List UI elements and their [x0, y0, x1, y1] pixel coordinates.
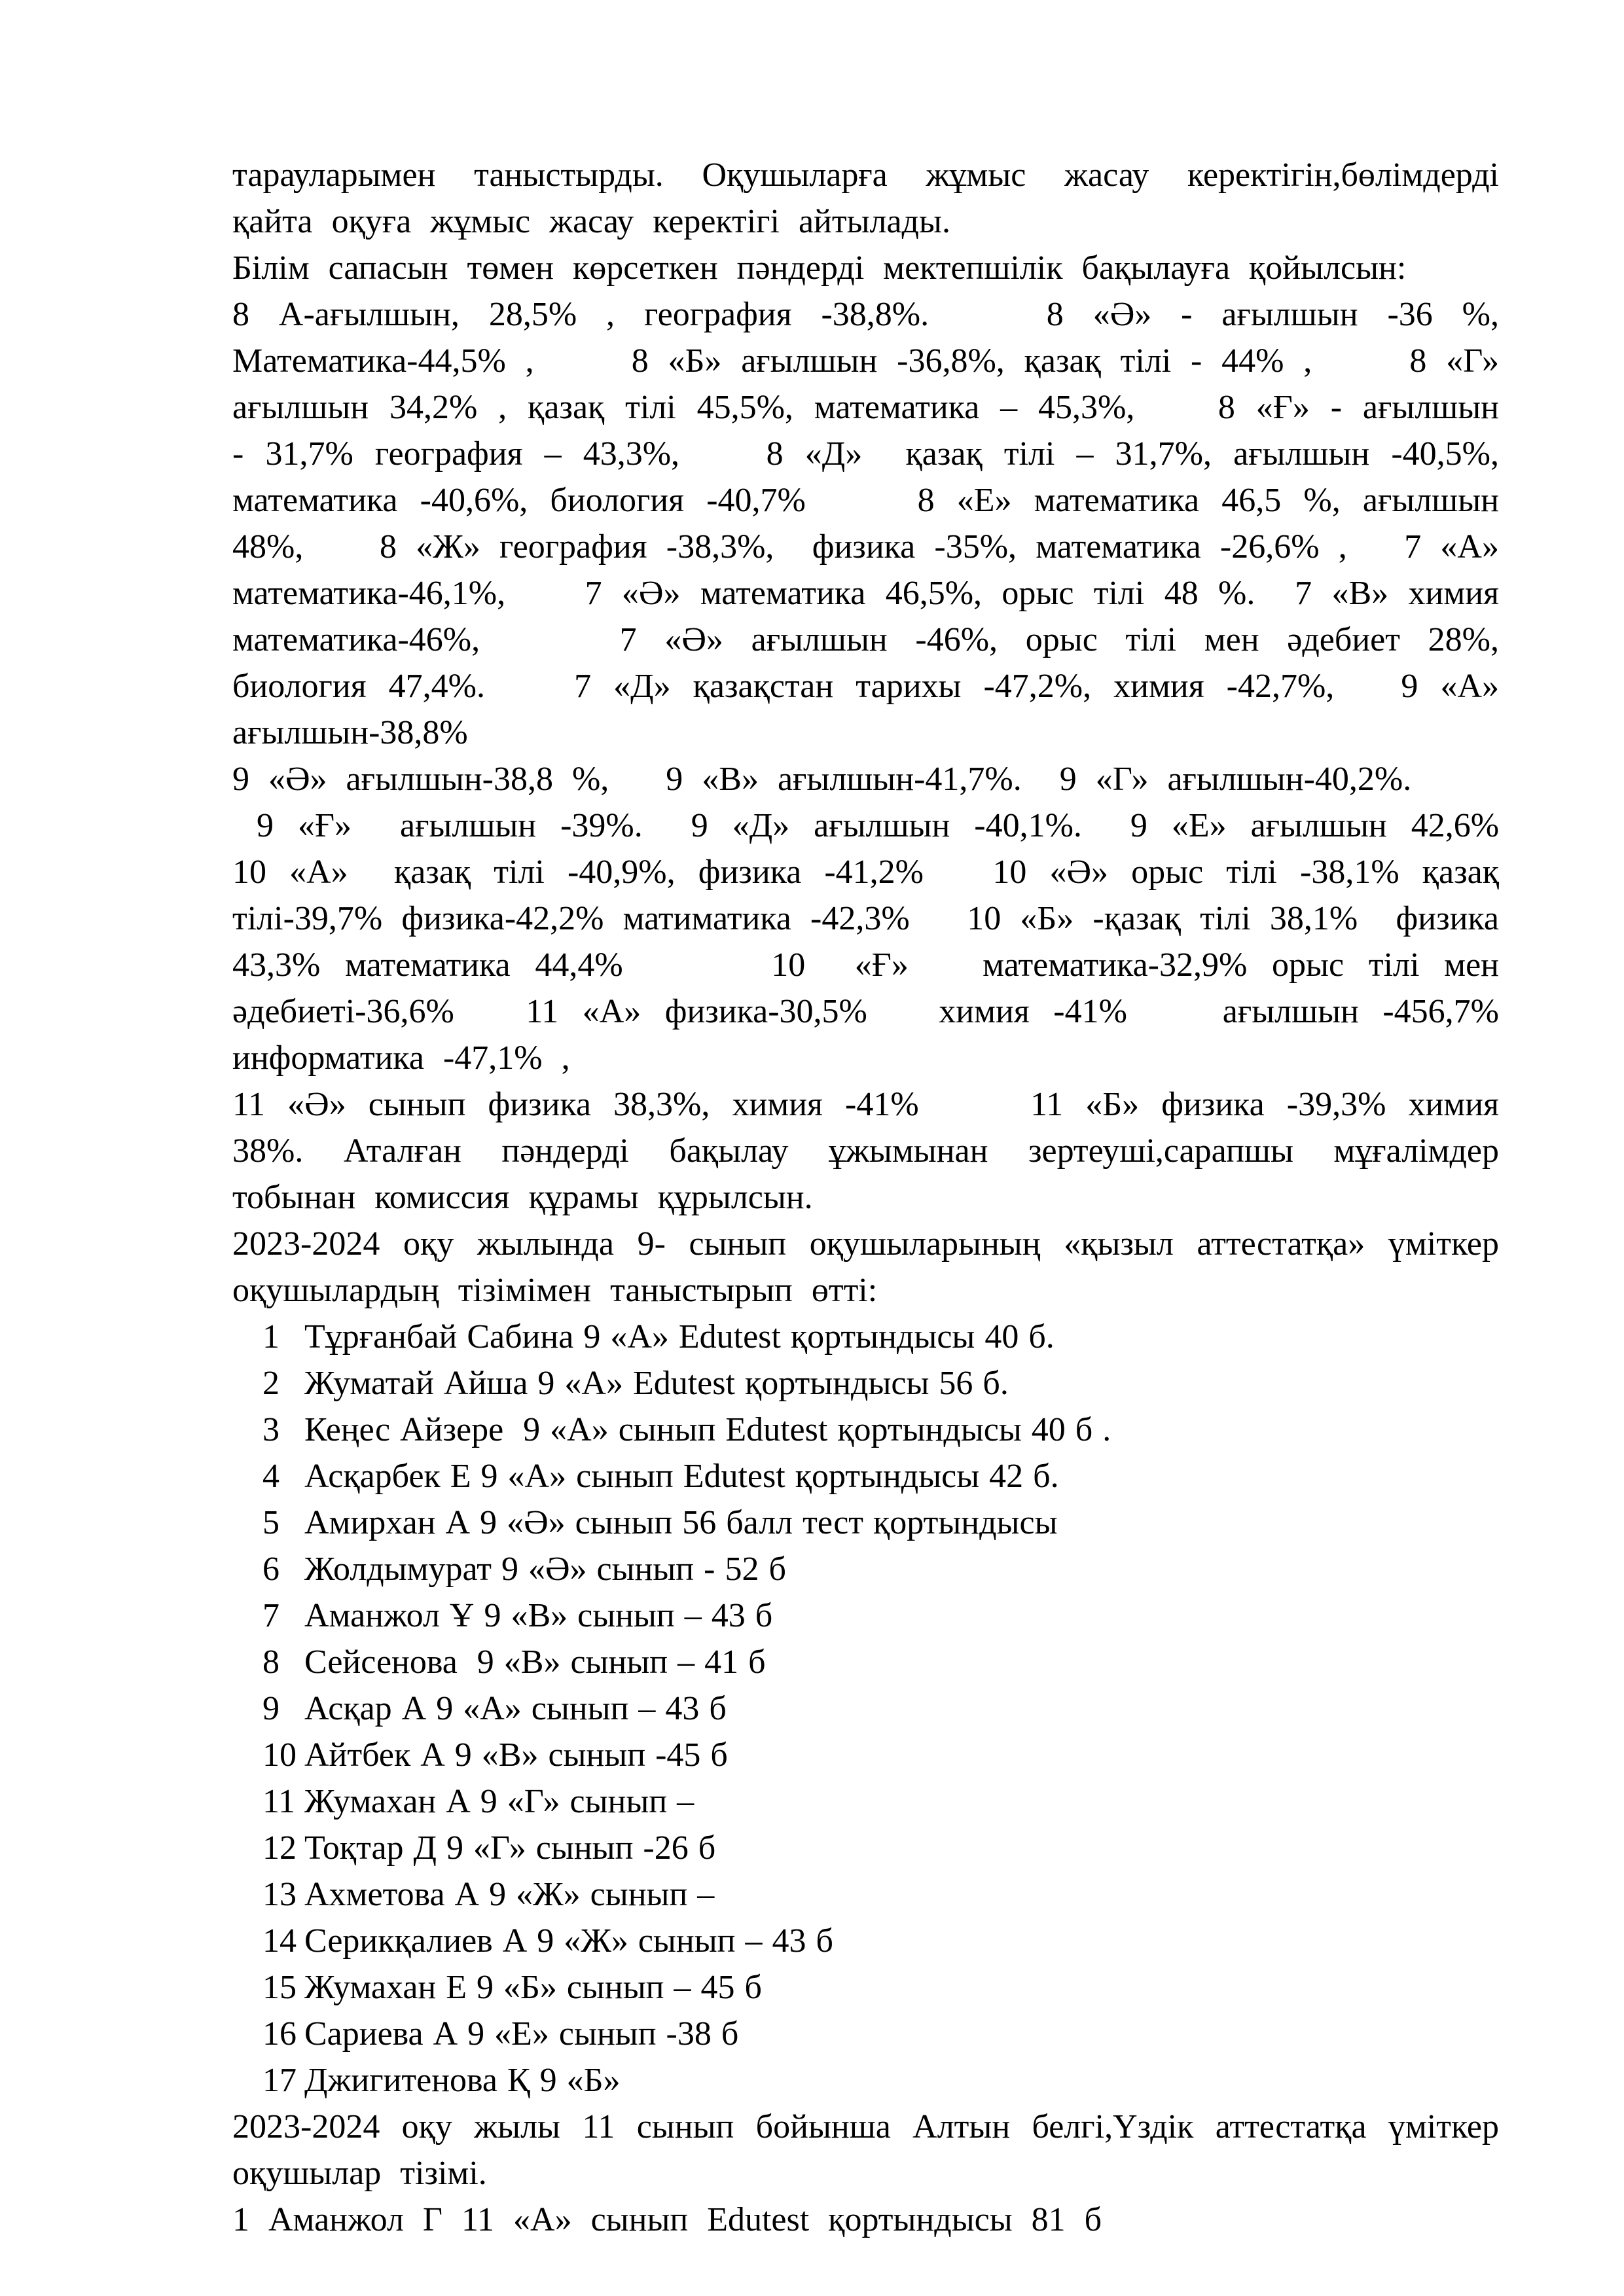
paragraph-grade11-candidate: 1 Аманжол Г 11 «А» сынып Edutest қортындысы 81 б	[232, 2201, 1102, 2238]
list-item	[262, 1964, 1499, 2011]
list-item-text: Джигитенова Қ 9 «Б»	[304, 2062, 621, 2099]
list-item	[262, 2011, 1499, 2057]
list-item	[262, 1685, 1499, 1732]
list-item-number: 11	[262, 1783, 296, 1820]
list-item-number: 12	[262, 1829, 297, 1867]
list-item	[262, 1407, 1499, 1453]
list-item-number: 16	[262, 2015, 297, 2053]
list-item	[262, 1778, 1499, 1825]
list-item	[262, 1732, 1499, 1778]
list-item	[262, 1453, 1499, 1499]
list-item	[262, 1871, 1499, 1918]
list-item	[262, 1546, 1499, 1592]
list-item-text: Жумахан А 9 «Г» сынып –	[304, 1783, 695, 1820]
list-item-text: Сейсенова 9 «В» сынып – 41 б	[304, 1643, 766, 1681]
list-item-text: Асқар А 9 «А» сынып – 43 б	[304, 1690, 727, 1727]
list-item-number: 3	[262, 1411, 280, 1448]
list-item-number: 7	[262, 1597, 280, 1634]
list-item	[262, 1314, 1499, 1360]
list-item-text: Амирхан А 9 «Ә» сынып 56 балл тест қортындысы	[304, 1504, 1058, 1541]
list-item-text: Сариева А 9 «Е» сынып -38 б	[304, 2015, 739, 2053]
list-item-number: 10	[262, 1736, 297, 1774]
list-item-text: Ахметова А 9 «Ж» сынып –	[304, 1876, 715, 1913]
paragraph-grade11-award-intro: 2023-2024 оқу жылы 11 сынып бойынша Алтын белгі,Үздік аттестатқа үміткер оқушылар тізімі.	[232, 2108, 1518, 2192]
list-item-number: 5	[262, 1504, 280, 1541]
list-item-number: 4	[262, 1458, 280, 1495]
paragraph-red-certificate-intro: 2023-2024 оқу жылында 9- сынып оқушыларының «қызыл аттестатқа» үміткер оқушылардың тізімімен таныстырып өтті:	[232, 1225, 1518, 1309]
list-item-number: 15	[262, 1969, 297, 2006]
list-item	[262, 1592, 1499, 1639]
list-item-text: Асқарбек Е 9 «А» сынып Edutest қортындысы 42 б.	[304, 1458, 1059, 1495]
paragraph-intro: тарауларымен таныстырды. Оқушыларға жұмыс жасау керектігін,бөлімдерді қайта оқуға жұмыс жасау керектігі айтылады.	[232, 156, 1518, 240]
list-item-text: Тұрғанбай Сабина 9 «А» Edutest қортындысы 40 б.	[304, 1318, 1055, 1355]
list-item-number: 2	[262, 1365, 280, 1402]
list-item-text: Жуматай Айша 9 «А» Edutest қортындысы 56 б.	[304, 1365, 1009, 1402]
list-item-number: 13	[262, 1876, 297, 1913]
list-item	[262, 1825, 1499, 1871]
list-item	[262, 1499, 1499, 1546]
list-item	[262, 1360, 1499, 1407]
list-item-number: 1	[262, 1318, 280, 1355]
list-item-number: 9	[262, 1690, 280, 1727]
list-item	[262, 1639, 1499, 1685]
paragraph-grade8-stats: 8 А-ағылшын, 28,5% , география -38,8%. 8 «Ә» - ағылшын -36 %, Математика-44,5% , 8 «Б» ағылшын -36,8%, қазақ тілі - 44% , 8 «Г» ағылшын 34,2% , қазақ тілі 45,5%, математика – 45,3%, 8 «Ғ» - ағылшын - 31,7% география – 43,3%, 8 «Д» қазақ тілі – 31,7%, ағылшын -40,5%, математика -40,6%, биология -40,7% 8 «Е» математика 46,5 %, ағылшын 48%, 8 «Ж» география -38,3%, физика -35%, математика -26,6% , 7 «А» математика-46,1%, 7 «Ә» математика 46,5%, орыс тілі 48 %. 7 «В» химия математика-46%, 7 «Ә» ағылшын -46%, орыс тілі мен әдебиет 28%, биология 47,4%. 7 «Д» қазақстан тарихы -47,2%, химия -42,7%, 9 «А» ағылшын-38,8%	[232, 296, 1518, 751]
list-item-text: Аманжол Ұ 9 «В» сынып – 43 б	[304, 1597, 773, 1634]
paragraph-grade9-stats: 9 «Ә» ағылшын-38,8 %, 9 «В» ағылшын-41,7%. 9 «Г» ағылшын-40,2%.	[232, 761, 1412, 798]
candidate-list-grade9	[232, 1314, 1499, 2104]
list-item-text: Жолдымурат 9 «Ә» сынып - 52 б	[304, 1551, 786, 1588]
paragraph-quality-heading: Білім сапасын төмен көрсеткен пәндерді мектепшілік бақылауға қойылсын:	[232, 249, 1407, 287]
list-item-number: 14	[262, 1922, 297, 1960]
paragraph-grade11-stats: 11 «Ә» сынып физика 38,3%, химия -41% 11 «Б» физика -39,3% химия 38%. Аталған пәндерді бақылау ұжымынан зертеуші,сарапшы мұғалімдер тобынан комиссия құрамы құрылсын.	[232, 1086, 1518, 1216]
list-item-text: Кеңес Айзере 9 «А» сынып Edutest қортындысы 40 б .	[304, 1411, 1111, 1448]
list-item-number: 17	[262, 2062, 297, 2099]
paragraph-grade10-stats: 9 «Ғ» ағылшын -39%. 9 «Д» ағылшын -40,1%. 9 «Е» ағылшын 42,6% 10 «А» қазақ тілі -40,9%, физика -41,2% 10 «Ә» орыс тілі -38,1% қазақ тілі-39,7% физика-42,2% матиматика -42,3% 10 «Б» -қазақ тілі 38,1% физика 43,3% математика 44,4% 10 «Ғ» математика-32,9% орыс тілі мен әдебиеті-36,6% 11 «А» физика-30,5% химия -41% ағылшын -456,7% информатика -47,1% ,	[232, 807, 1557, 1077]
list-item-text: Серикқалиев А 9 «Ж» сынып – 43 б	[304, 1922, 833, 1960]
list-item-text: Тоқтар Д 9 «Г» сынып -26 б	[304, 1829, 716, 1867]
list-item-text: Айтбек А 9 «В» сынып -45 б	[304, 1736, 728, 1774]
document-text-block	[232, 152, 1557, 2243]
list-item	[262, 2057, 1499, 2104]
list-item-number: 6	[262, 1551, 280, 1588]
list-item-text: Жумахан Е 9 «Б» сынып – 45 б	[304, 1969, 762, 2006]
list-item-number: 8	[262, 1643, 280, 1681]
list-item	[262, 1918, 1499, 1964]
